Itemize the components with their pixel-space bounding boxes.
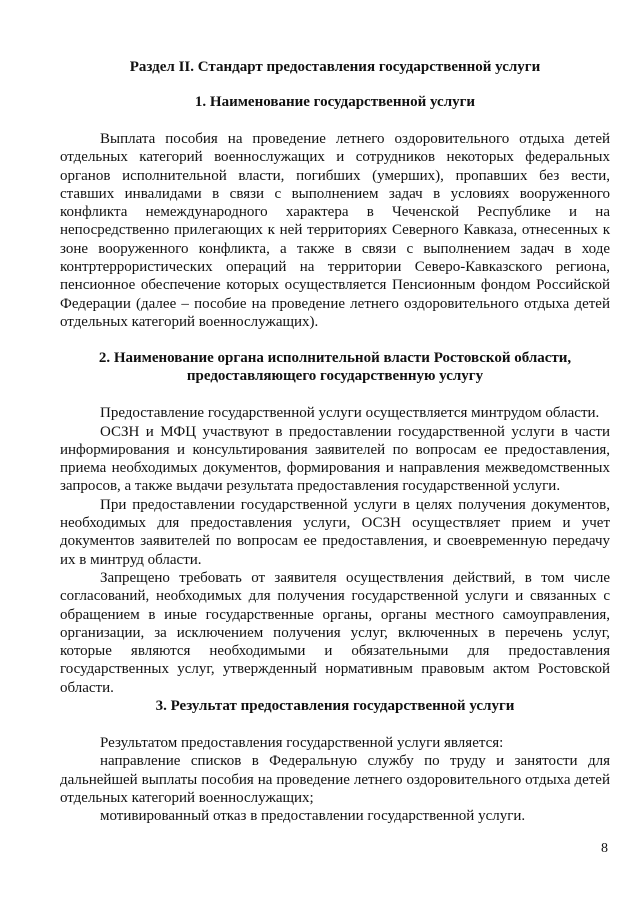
subsection-3-heading-line-1: 3. Результат предоставления государственной услуги [155, 698, 515, 715]
subsection-2-heading-line-2: предоставляющего государственную услугу [186, 368, 484, 385]
subsection-1-paragraph-1: Выплата пособия на проведение летнего оздоровительного отдыха детей отдельных категорий военнослужащих и сотрудников некоторых федеральных органов исполнительной власти, погибших (умерших), пропавших без вести, ставших инвалидами в связи с выполнением задач в условиях вооруженного конфликта немеждународного характера в Чеченской Республике и на непосредственно прилегающих к ней территориях Северного Кавказа, отнесенных к зоне вооруженного конфликта, а также в связи с выполнением задач в ходе контртеррористических операций на территории Северо-Кавказского региона, пенсионное обеспечение которых осуществляется Пенсионным фондом Российской Федерации (далее – пособие на проведение летнего оздоровительного отдыха детей отдельных категорий военнослужащих). [60, 131, 610, 330]
section-title: Раздел II. Стандарт предоставления государственной услуги [129, 59, 541, 75]
subsection-3-heading [60, 697, 610, 715]
subsection-1-heading [60, 93, 610, 111]
subsection-2-paragraph-4: Запрещено требовать от заявителя осуществления действий, в том числе согласований, необходимых для получения государственной услуги и связанных с обращением в иные государственные органы, органы местного самоуправления, организации, за исключением получения услуг, включенных в перечень услуг, которые являются необходимыми и обязательными для предоставления государственных услуг, утвержденный нормативным правовым актом Ростовской области. [60, 569, 610, 696]
subsection-3-paragraph-3: мотивированный отказ в предоставлении государственной услуги. [100, 808, 526, 825]
subsection-3-paragraph-1: Результатом предоставления государственной услуги является: [100, 735, 504, 752]
subsection-2-heading-line-1: 2. Наименование органа исполнительной власти Ростовской области, [98, 350, 572, 367]
page-number: 8 [601, 841, 608, 856]
subsection-2-heading [60, 349, 610, 385]
subsection-2-paragraph-3: При предоставлении государственной услуги в целях получения документов, необходимых для предоставления услуги, ОСЗН осуществляет прием и учет документов заявителей по вопросам ее предоставления, и своевременную передачу их в минтруд области. [60, 496, 610, 568]
document-page [60, 58, 610, 826]
subsection-1-heading-line-1: 1. Наименование государственной услуги [194, 94, 476, 110]
subsection-3-paragraph-2: направление списков в Федеральную службу по труду и занятости для дальнейшей выплаты пособия на проведение летнего оздоровительного отдыха детей отдельных категорий военнослужащих; [60, 753, 610, 806]
subsection-2-paragraph-2: ОСЗН и МФЦ участвуют в предоставлении государственной услуги в части информирования и консультирования заявителей по вопросам ее предоставления, приема необходимых документов, формирования и направления межведомственных запросов, а также выдачи результата предоставления государственной услуги. [60, 423, 610, 495]
subsection-2-paragraph-1: Предоставление государственной услуги осуществляется минтрудом области. [100, 405, 600, 422]
